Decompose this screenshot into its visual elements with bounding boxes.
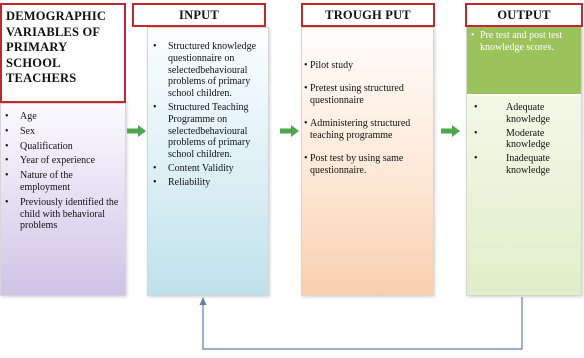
output-knowledge-item: • Adequate knowledge xyxy=(470,102,580,126)
input-item: • Content Validity xyxy=(150,163,268,175)
demographic-item: • Previously identified the child with behavioral problems xyxy=(2,197,124,232)
throughput-header: TROUGH PUT xyxy=(301,3,435,27)
demographic-item: • Age xyxy=(2,111,124,123)
input-item: • Structured knowledge questionnaire on selectedbehavioural problems of primary school children. xyxy=(150,41,268,100)
output-scores-item: • Pre test and post test knowledge scores. xyxy=(471,30,579,54)
input-header: INPUT xyxy=(132,3,266,27)
demographic-item: • Year of experience xyxy=(2,155,124,167)
output-knowledge-item: • Moderate knowledge xyxy=(470,128,580,152)
demographic-item: • Qualification xyxy=(2,141,124,153)
throughput-item: • Post test by using same questionnaire. xyxy=(306,153,434,178)
input-item: • Structured Teaching Programme on selectedbehavioural problems of primary school children. xyxy=(150,102,268,161)
demographic-item: • Nature of the employment xyxy=(2,170,124,194)
input-item: • Reliability xyxy=(150,177,268,189)
output-knowledge-item: • Inadequate knowledge xyxy=(470,153,580,177)
output-header: OUTPUT xyxy=(465,3,583,27)
arrow-up-icon xyxy=(200,297,207,305)
demographic-header: DEMOGRAPHIC VARIABLES OF PRIMARY SCHOOL TEACHERS xyxy=(0,3,126,103)
throughput-item: • Pretest using structured questionnaire xyxy=(306,83,434,108)
throughput-item: • Administering structured teaching programme xyxy=(306,118,434,143)
demographic-item: • Sex xyxy=(2,126,124,138)
throughput-item: • Pilot study xyxy=(306,60,434,73)
